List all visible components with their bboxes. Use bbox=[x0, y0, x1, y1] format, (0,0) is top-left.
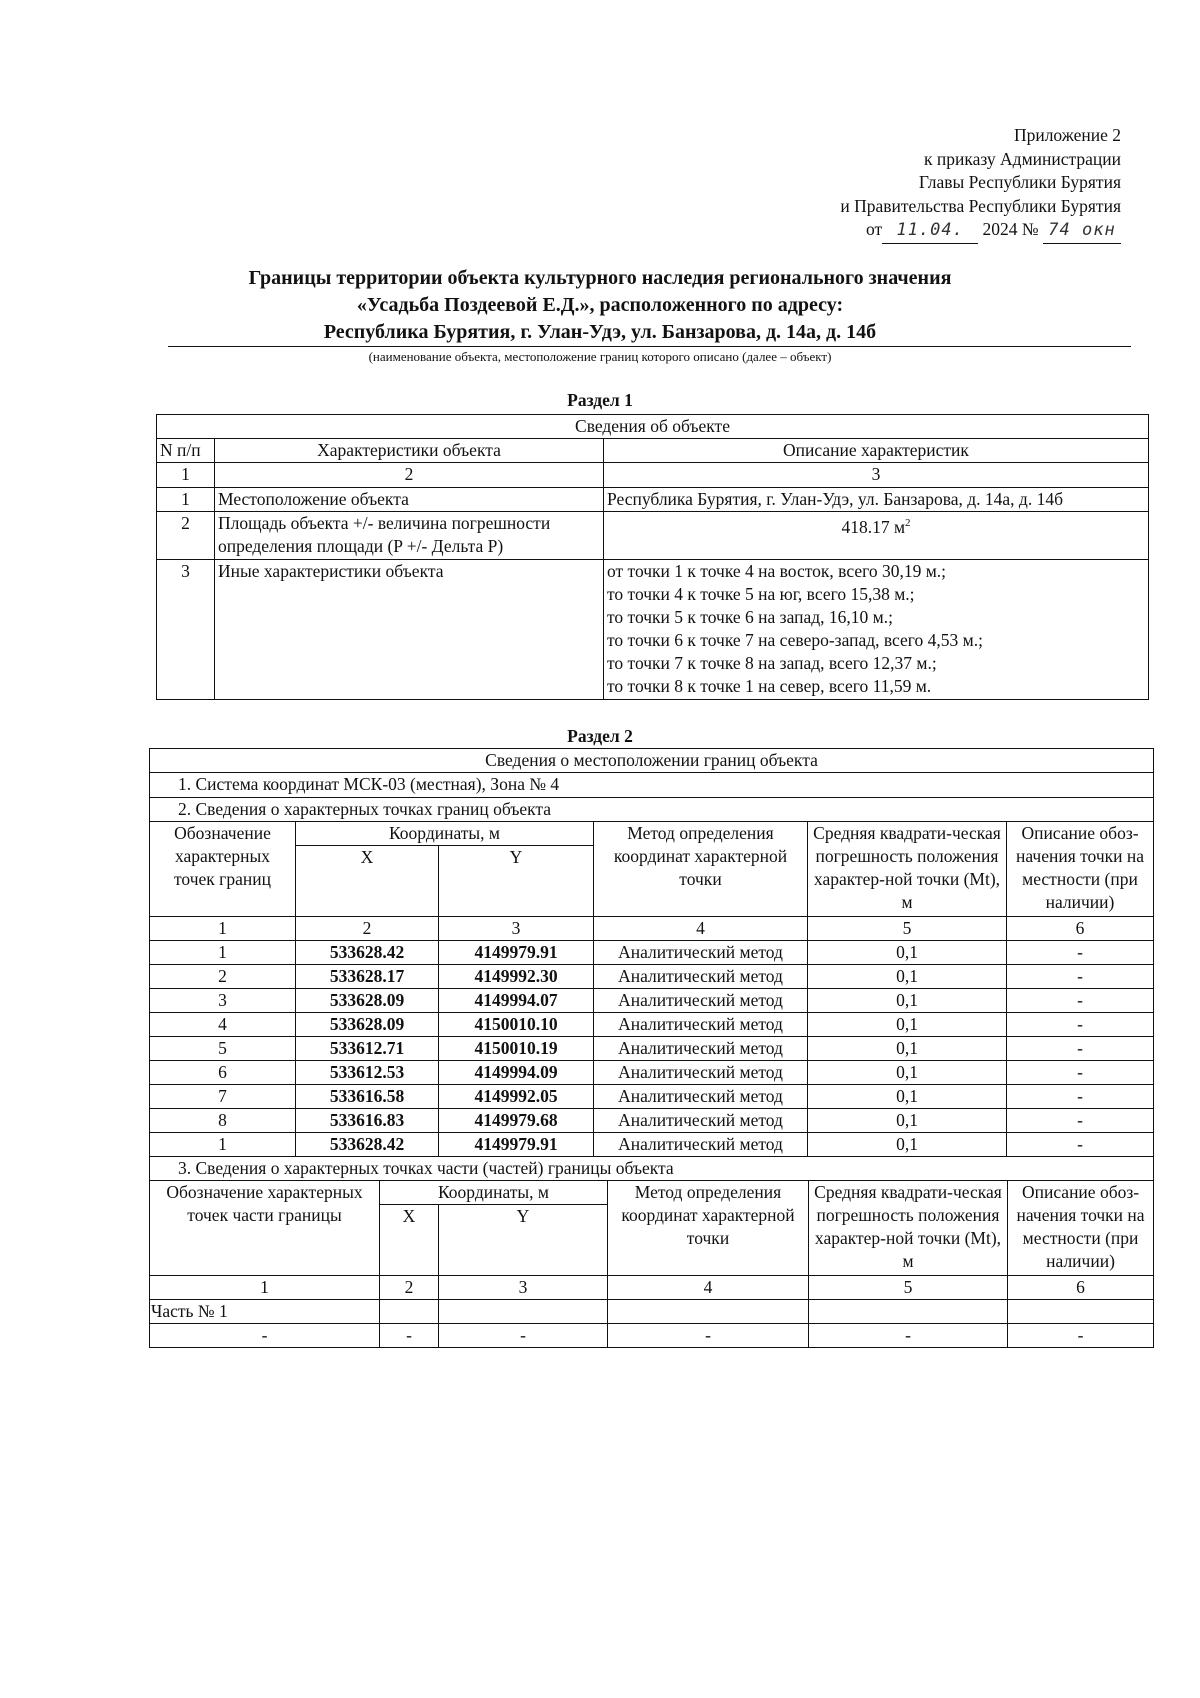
characteristic-value bbox=[604, 560, 1149, 700]
part-point-row bbox=[150, 1324, 1154, 1348]
point-mt: 0,1 bbox=[808, 1085, 1007, 1109]
column-number: 5 bbox=[809, 1276, 1008, 1300]
characteristic-value: Республика Бурятия, г. Улан-Удэ, ул. Банзарова, д. 14а, д. 14б bbox=[604, 488, 1149, 512]
column-number: 2 bbox=[296, 917, 439, 941]
point-row bbox=[150, 1109, 1154, 1133]
point-method: Аналитический метод bbox=[594, 1037, 808, 1061]
point-row bbox=[150, 1013, 1154, 1037]
column-header: Y bbox=[439, 846, 594, 917]
point-method: Аналитический метод bbox=[594, 1013, 808, 1037]
characteristic-value bbox=[604, 512, 1149, 560]
row-number: 1 bbox=[157, 488, 215, 512]
part-label-row bbox=[150, 1300, 1154, 1324]
column-header: Y bbox=[439, 1205, 608, 1276]
column-number: 4 bbox=[608, 1276, 809, 1300]
column-number: 4 bbox=[594, 917, 808, 941]
point-y: 4149994.07 bbox=[439, 989, 594, 1013]
empty-cell bbox=[380, 1300, 439, 1324]
point-method: Аналитический метод bbox=[594, 1061, 808, 1085]
table-row bbox=[157, 488, 1149, 512]
column-header: Описание обоз-начения точки на местности (при наличии) bbox=[1008, 1181, 1154, 1276]
part-designation-header: Обозначение характерных точек части границы bbox=[150, 1181, 380, 1276]
column-number: 6 bbox=[1007, 917, 1154, 941]
part-label: Часть № 1 bbox=[150, 1300, 380, 1324]
point-id: 1 bbox=[150, 1133, 296, 1157]
boundary-segment: то точки 7 к точке 8 на запад, всего 12,37 м.; bbox=[607, 653, 937, 673]
point-description: - bbox=[1007, 965, 1154, 989]
column-number: 1 bbox=[150, 1276, 380, 1300]
boundary-segment: то точки 8 к точке 1 на север, всего 11,59 м. bbox=[607, 676, 932, 696]
column-number: 6 bbox=[1008, 1276, 1154, 1300]
point-id: 2 bbox=[150, 965, 296, 989]
point-description: - bbox=[1007, 989, 1154, 1013]
part-cell: - bbox=[809, 1324, 1008, 1348]
part-cell: - bbox=[380, 1324, 439, 1348]
points-section-title: 2. Сведения о характерных точках границ объекта bbox=[150, 798, 1154, 822]
part-cell: - bbox=[1008, 1324, 1154, 1348]
column-header: Характеристики объекта bbox=[215, 439, 604, 463]
point-id: 8 bbox=[150, 1109, 296, 1133]
boundary-segment: то точки 6 к точке 7 на северо-запад, всего 4,53 м.; bbox=[607, 630, 983, 650]
parts-section-title: 3. Сведения о характерных точках части (частей) границы объекта bbox=[150, 1157, 1154, 1181]
point-method: Аналитический метод bbox=[594, 1085, 808, 1109]
empty-cell bbox=[809, 1300, 1008, 1324]
point-method: Аналитический метод bbox=[594, 965, 808, 989]
table-caption: Сведения о местоположении границ объекта bbox=[150, 749, 1154, 773]
column-header: N п/п bbox=[157, 439, 215, 463]
table-caption: Сведения об объекте bbox=[157, 415, 1149, 439]
column-header: Описание обоз-начения точки на местности (при наличии) bbox=[1007, 822, 1154, 917]
column-number: 2 bbox=[215, 463, 604, 488]
point-row bbox=[150, 965, 1154, 989]
column-header: Средняя квадрати-ческая погрешность положения характер-ной точки (Mt), м bbox=[808, 822, 1007, 917]
column-header: Координаты, м bbox=[380, 1181, 608, 1205]
coordinate-system: 1. Система координат МСК-03 (местная), Зона № 4 bbox=[150, 773, 1154, 798]
header-line: Главы Республики Бурятия bbox=[918, 172, 1121, 192]
title-underline bbox=[168, 346, 1131, 347]
point-row bbox=[150, 1133, 1154, 1157]
column-number: 5 bbox=[808, 917, 1007, 941]
title-line: Республика Бурятия, г. Улан-Удэ, ул. Банзарова, д. 14а, д. 14б bbox=[323, 321, 877, 343]
characteristic-name: Площадь объекта +/- величина погрешности определения площади (P +/- Дельта P) bbox=[215, 512, 604, 560]
point-id: 4 bbox=[150, 1013, 296, 1037]
point-row bbox=[150, 941, 1154, 965]
point-y: 4149979.91 bbox=[439, 941, 594, 965]
table-row bbox=[157, 560, 1149, 700]
point-description: - bbox=[1007, 1037, 1154, 1061]
point-mt: 0,1 bbox=[808, 965, 1007, 989]
point-description: - bbox=[1007, 1085, 1154, 1109]
point-y: 4149979.91 bbox=[439, 1133, 594, 1157]
point-description: - bbox=[1007, 1013, 1154, 1037]
point-method: Аналитический метод bbox=[594, 1133, 808, 1157]
handwritten-number: 74 окн bbox=[1043, 219, 1121, 244]
header-line: и Правительства Республики Бурятия bbox=[840, 195, 1121, 216]
point-row bbox=[150, 1085, 1154, 1109]
order-year: 2024 № bbox=[982, 219, 1039, 239]
point-row bbox=[150, 1061, 1154, 1085]
empty-cell bbox=[608, 1300, 809, 1324]
section2-table bbox=[149, 748, 1154, 1157]
column-number: 3 bbox=[439, 917, 594, 941]
point-mt: 0,1 bbox=[808, 1061, 1007, 1085]
document-title bbox=[0, 265, 1200, 346]
point-x: 533628.17 bbox=[296, 965, 439, 989]
characteristic-name: Иные характеристики объекта bbox=[215, 560, 604, 700]
point-description: - bbox=[1007, 1109, 1154, 1133]
point-description: - bbox=[1007, 1133, 1154, 1157]
point-mt: 0,1 bbox=[808, 1109, 1007, 1133]
part-cell: - bbox=[608, 1324, 809, 1348]
appendix-header bbox=[840, 124, 1121, 244]
column-header: X bbox=[296, 846, 439, 917]
part-cell: - bbox=[439, 1324, 608, 1348]
point-y: 4149979.68 bbox=[439, 1109, 594, 1133]
characteristic-name: Местоположение объекта bbox=[215, 488, 604, 512]
empty-cell bbox=[439, 1300, 608, 1324]
column-header: X bbox=[380, 1205, 439, 1276]
section1-label: Раздел 1 bbox=[567, 390, 633, 410]
column-number: 1 bbox=[157, 463, 215, 488]
point-y: 4150010.19 bbox=[439, 1037, 594, 1061]
table-row bbox=[157, 512, 1149, 560]
part-cell: - bbox=[150, 1324, 380, 1348]
column-number: 1 bbox=[150, 917, 296, 941]
point-x: 533628.09 bbox=[296, 1013, 439, 1037]
point-x: 533628.42 bbox=[296, 941, 439, 965]
title-caption: (наименование объекта, местоположение границ которого описано (далее – объект) bbox=[368, 349, 832, 364]
point-id: 5 bbox=[150, 1037, 296, 1061]
point-y: 4149992.05 bbox=[439, 1085, 594, 1109]
point-mt: 0,1 bbox=[808, 941, 1007, 965]
point-id: 3 bbox=[150, 989, 296, 1013]
column-number: 3 bbox=[604, 463, 1149, 488]
section1-table bbox=[156, 414, 1149, 700]
column-header: Средняя квадрати-ческая погрешность положения характер-ной точки (Mt), м bbox=[809, 1181, 1008, 1276]
column-header: Координаты, м bbox=[296, 822, 594, 846]
order-date-line bbox=[840, 218, 1121, 244]
section2-label: Раздел 2 bbox=[567, 726, 633, 746]
point-method: Аналитический метод bbox=[594, 941, 808, 965]
boundary-segment: от точки 1 к точке 4 на восток, всего 30,19 м.; bbox=[607, 561, 947, 581]
column-number: 3 bbox=[439, 1276, 608, 1300]
handwritten-date: 11.04. bbox=[882, 219, 978, 244]
point-row bbox=[150, 989, 1154, 1013]
column-header: Метод определения координат характерной точки bbox=[608, 1181, 809, 1276]
point-description: - bbox=[1007, 1061, 1154, 1085]
point-y: 4150010.10 bbox=[439, 1013, 594, 1037]
point-mt: 0,1 bbox=[808, 1037, 1007, 1061]
point-mt: 0,1 bbox=[808, 1013, 1007, 1037]
point-mt: 0,1 bbox=[808, 989, 1007, 1013]
point-x: 533616.83 bbox=[296, 1109, 439, 1133]
row-number: 2 bbox=[157, 512, 215, 560]
boundary-segment: то точки 4 к точке 5 на юг, всего 15,38 м.; bbox=[607, 584, 915, 604]
area-unit-superscript: 2 bbox=[905, 517, 911, 529]
column-header: Описание характеристик bbox=[604, 439, 1149, 463]
empty-cell bbox=[1008, 1300, 1154, 1324]
column-header: Обозначение характерных точек границ bbox=[150, 822, 296, 917]
point-y: 4149992.30 bbox=[439, 965, 594, 989]
point-x: 533616.58 bbox=[296, 1085, 439, 1109]
row-number: 3 bbox=[157, 560, 215, 700]
header-line: к приказу Администрации bbox=[924, 148, 1121, 169]
date-prefix: от bbox=[866, 219, 883, 239]
title-line: «Усадьба Поздеевой Е.Д.», расположенного по адресу: bbox=[356, 294, 844, 316]
column-number: 2 bbox=[380, 1276, 439, 1300]
point-row bbox=[150, 1037, 1154, 1061]
point-x: 533612.53 bbox=[296, 1061, 439, 1085]
point-id: 1 bbox=[150, 941, 296, 965]
point-mt: 0,1 bbox=[808, 1133, 1007, 1157]
area-value: 418.17 м bbox=[841, 516, 906, 537]
column-header: Метод определения координат характерной точки bbox=[594, 822, 808, 917]
point-x: 533612.71 bbox=[296, 1037, 439, 1061]
point-y: 4149994.09 bbox=[439, 1061, 594, 1085]
boundary-segment: то точки 5 к точке 6 на запад, 16,10 м.; bbox=[607, 607, 893, 627]
point-x: 533628.09 bbox=[296, 989, 439, 1013]
section2-parts-table bbox=[149, 1156, 1154, 1348]
header-line: Приложение 2 bbox=[1013, 125, 1121, 145]
point-x: 533628.42 bbox=[296, 1133, 439, 1157]
point-method: Аналитический метод bbox=[594, 1109, 808, 1133]
title-line: Границы территории объекта культурного наследия регионального значения bbox=[248, 267, 952, 289]
point-id: 7 bbox=[150, 1085, 296, 1109]
point-method: Аналитический метод bbox=[594, 989, 808, 1013]
point-id: 6 bbox=[150, 1061, 296, 1085]
point-description: - bbox=[1007, 941, 1154, 965]
section2-container bbox=[149, 748, 1153, 1349]
